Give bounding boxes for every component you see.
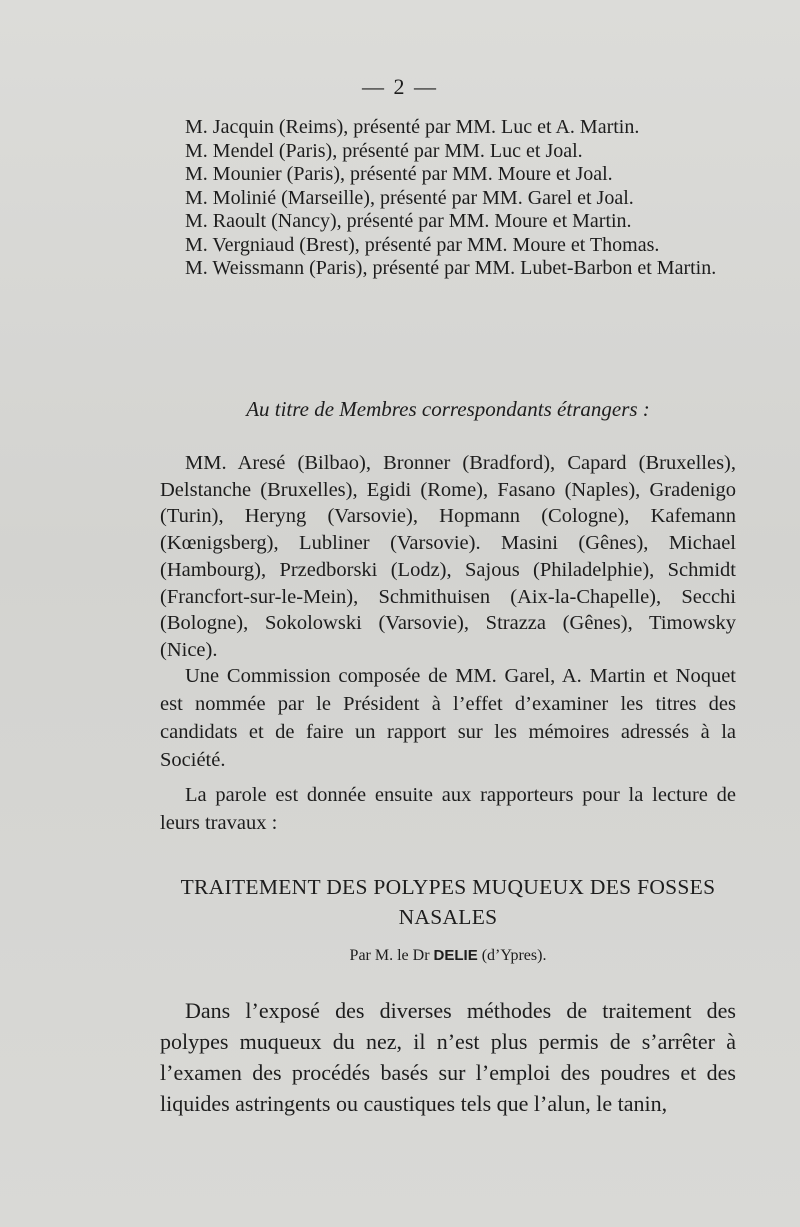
article-body [160, 995, 736, 1119]
article-title: TRAITEMENT DES POLYPES MUQUEUX DES FOSSES NASALES [180, 875, 716, 929]
member-list [160, 116, 736, 281]
byline-author: DELIE [433, 947, 478, 964]
article-body-paragraph: Dans l’exposé des diverses méthodes de traitement des polypes muqueux du nez, il n’est plus permis de s’arrêter à l’examen des procédés basés sur l’emploi des poudres et des liquides astringents ou caustiques tels que l’alun, le tanin, [160, 998, 736, 1116]
parole-text: La parole est donnée ensuite aux rapporteurs pour la lecture de leurs travaux : [160, 784, 736, 834]
member-entry: M. Weissmann (Paris), présenté par MM. Lubet-Barbon et Martin. [185, 257, 717, 279]
member-entry: M. Raoult (Nancy), présenté par MM. Moure et Martin. [185, 210, 632, 232]
byline-suffix: (d’Ypres). [481, 947, 547, 964]
foreign-members-list [160, 450, 736, 664]
member-entry: M. Jacquin (Reims), présenté par MM. Luc et A. Martin. [185, 116, 640, 138]
foreign-members-paragraph: MM. Aresé (Bilbao), Bronner (Bradford), Capard (Bruxelles), Delstanche (Bruxelles), Egidi (Rome), Fasano (Naples), Gradenigo (Turin), Heryng (Varsovie), Hopmann (Cologne), Kafemann (Kœnigsberg), Lubliner (Varsovie). Masini (Gênes), Michael (Hambourg), Przedborski (Lodz), Sajous (Philadelphie), Schmidt (Francfort-sur-le-Mein), Schmithuisen (Aix-la-Chapelle), Secchi (Bologne), Sokolowski (Varsovie), Strazza (Gênes), Timowsky (Nice). [160, 452, 736, 661]
member-entry: M. Molinié (Marseille), présenté par MM. Garel et Joal. [185, 186, 634, 209]
member-entry: M. Mounier (Paris), présenté par MM. Moure et Joal. [185, 163, 613, 185]
member-entry: M. Mendel (Paris), présenté par MM. Luc et Joal. [185, 139, 583, 162]
commission-text: Une Commission composée de MM. Garel, A. Martin et Noquet est nommée par le Président à l’effet d’examiner les titres des candidats et de faire un rapport sur les mémoires adressés à la Société. [160, 665, 736, 771]
byline-prefix: Par M. le Dr [349, 947, 430, 964]
page-number: — 2 — [362, 74, 438, 99]
parole-paragraph [160, 781, 736, 837]
member-entry: M. Vergniaud (Brest), présenté par MM. Moure et Thomas. [185, 233, 660, 256]
commission-paragraph [160, 662, 736, 774]
article-byline [160, 945, 736, 967]
foreign-members-heading: Au titre de Membres correspondants étrangers : [246, 397, 650, 421]
